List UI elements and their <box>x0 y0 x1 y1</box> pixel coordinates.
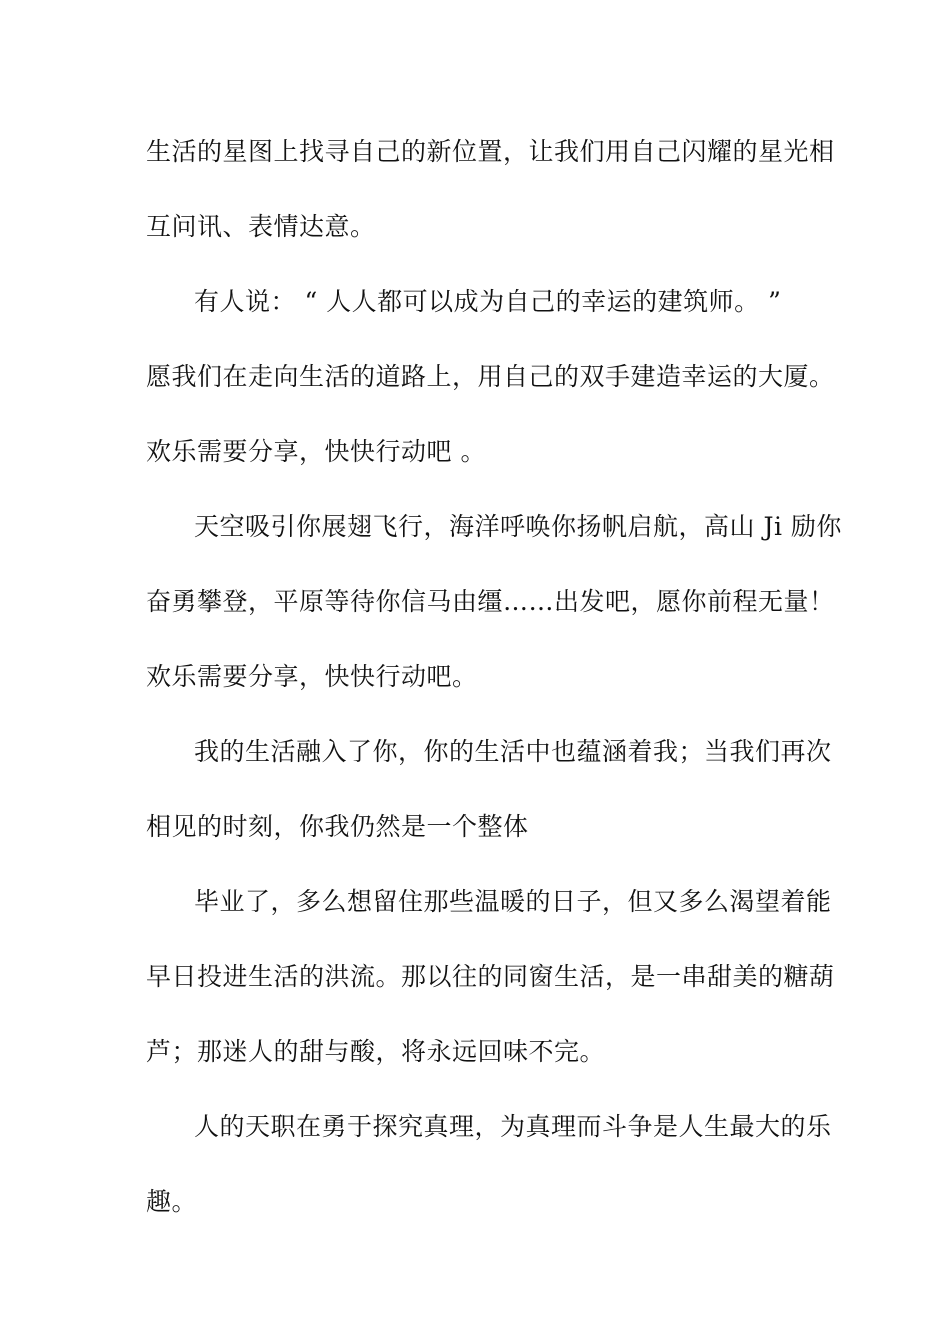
text-line: 生活的星图上找寻自己的新位置，让我们用自己闪耀的星光相 <box>146 137 835 166</box>
paragraph-start-line: 我的生活融入了你，你的生活中也蕴涵着我；当我们再次 <box>194 737 832 766</box>
text-line: 欢乐需要分享，快快行动吧 。 <box>146 437 486 466</box>
text-line: 欢乐需要分享，快快行动吧。 <box>146 662 478 691</box>
paragraph-start-line: 毕业了，多么想留住那些温暖的日子，但又多么渴望着能 <box>194 887 832 916</box>
text-line: 相见的时刻，你我仍然是一个整体 <box>146 812 529 841</box>
text-line: 互问讯、表情达意。 <box>146 212 376 241</box>
paragraph-start-line: 人的天职在勇于探究真理，为真理而斗争是人生最大的乐 <box>194 1112 832 1141</box>
paragraph-start-line: 有人说： “ 人人都可以成为自己的幸运的建筑师。 ” <box>194 287 782 316</box>
text-line: 趣。 <box>146 1187 198 1216</box>
text-line: 奋勇攀登，平原等待你信马由缰……出发吧，愿你前程无量！ <box>146 587 835 616</box>
text-line: 芦；那迷人的甜与酸，将永远回味不完。 <box>146 1037 606 1066</box>
paragraph-start-line: 天空吸引你展翅飞行，海洋呼唤你扬帆启航，高山 Ji 励你 <box>194 512 842 541</box>
text-line: 愿我们在走向生活的道路上，用自己的双手建造幸运的大厦。 <box>146 362 835 391</box>
text-line: 早日投进生活的洪流。那以往的同窗生活，是一串甜美的糖葫 <box>146 962 835 991</box>
